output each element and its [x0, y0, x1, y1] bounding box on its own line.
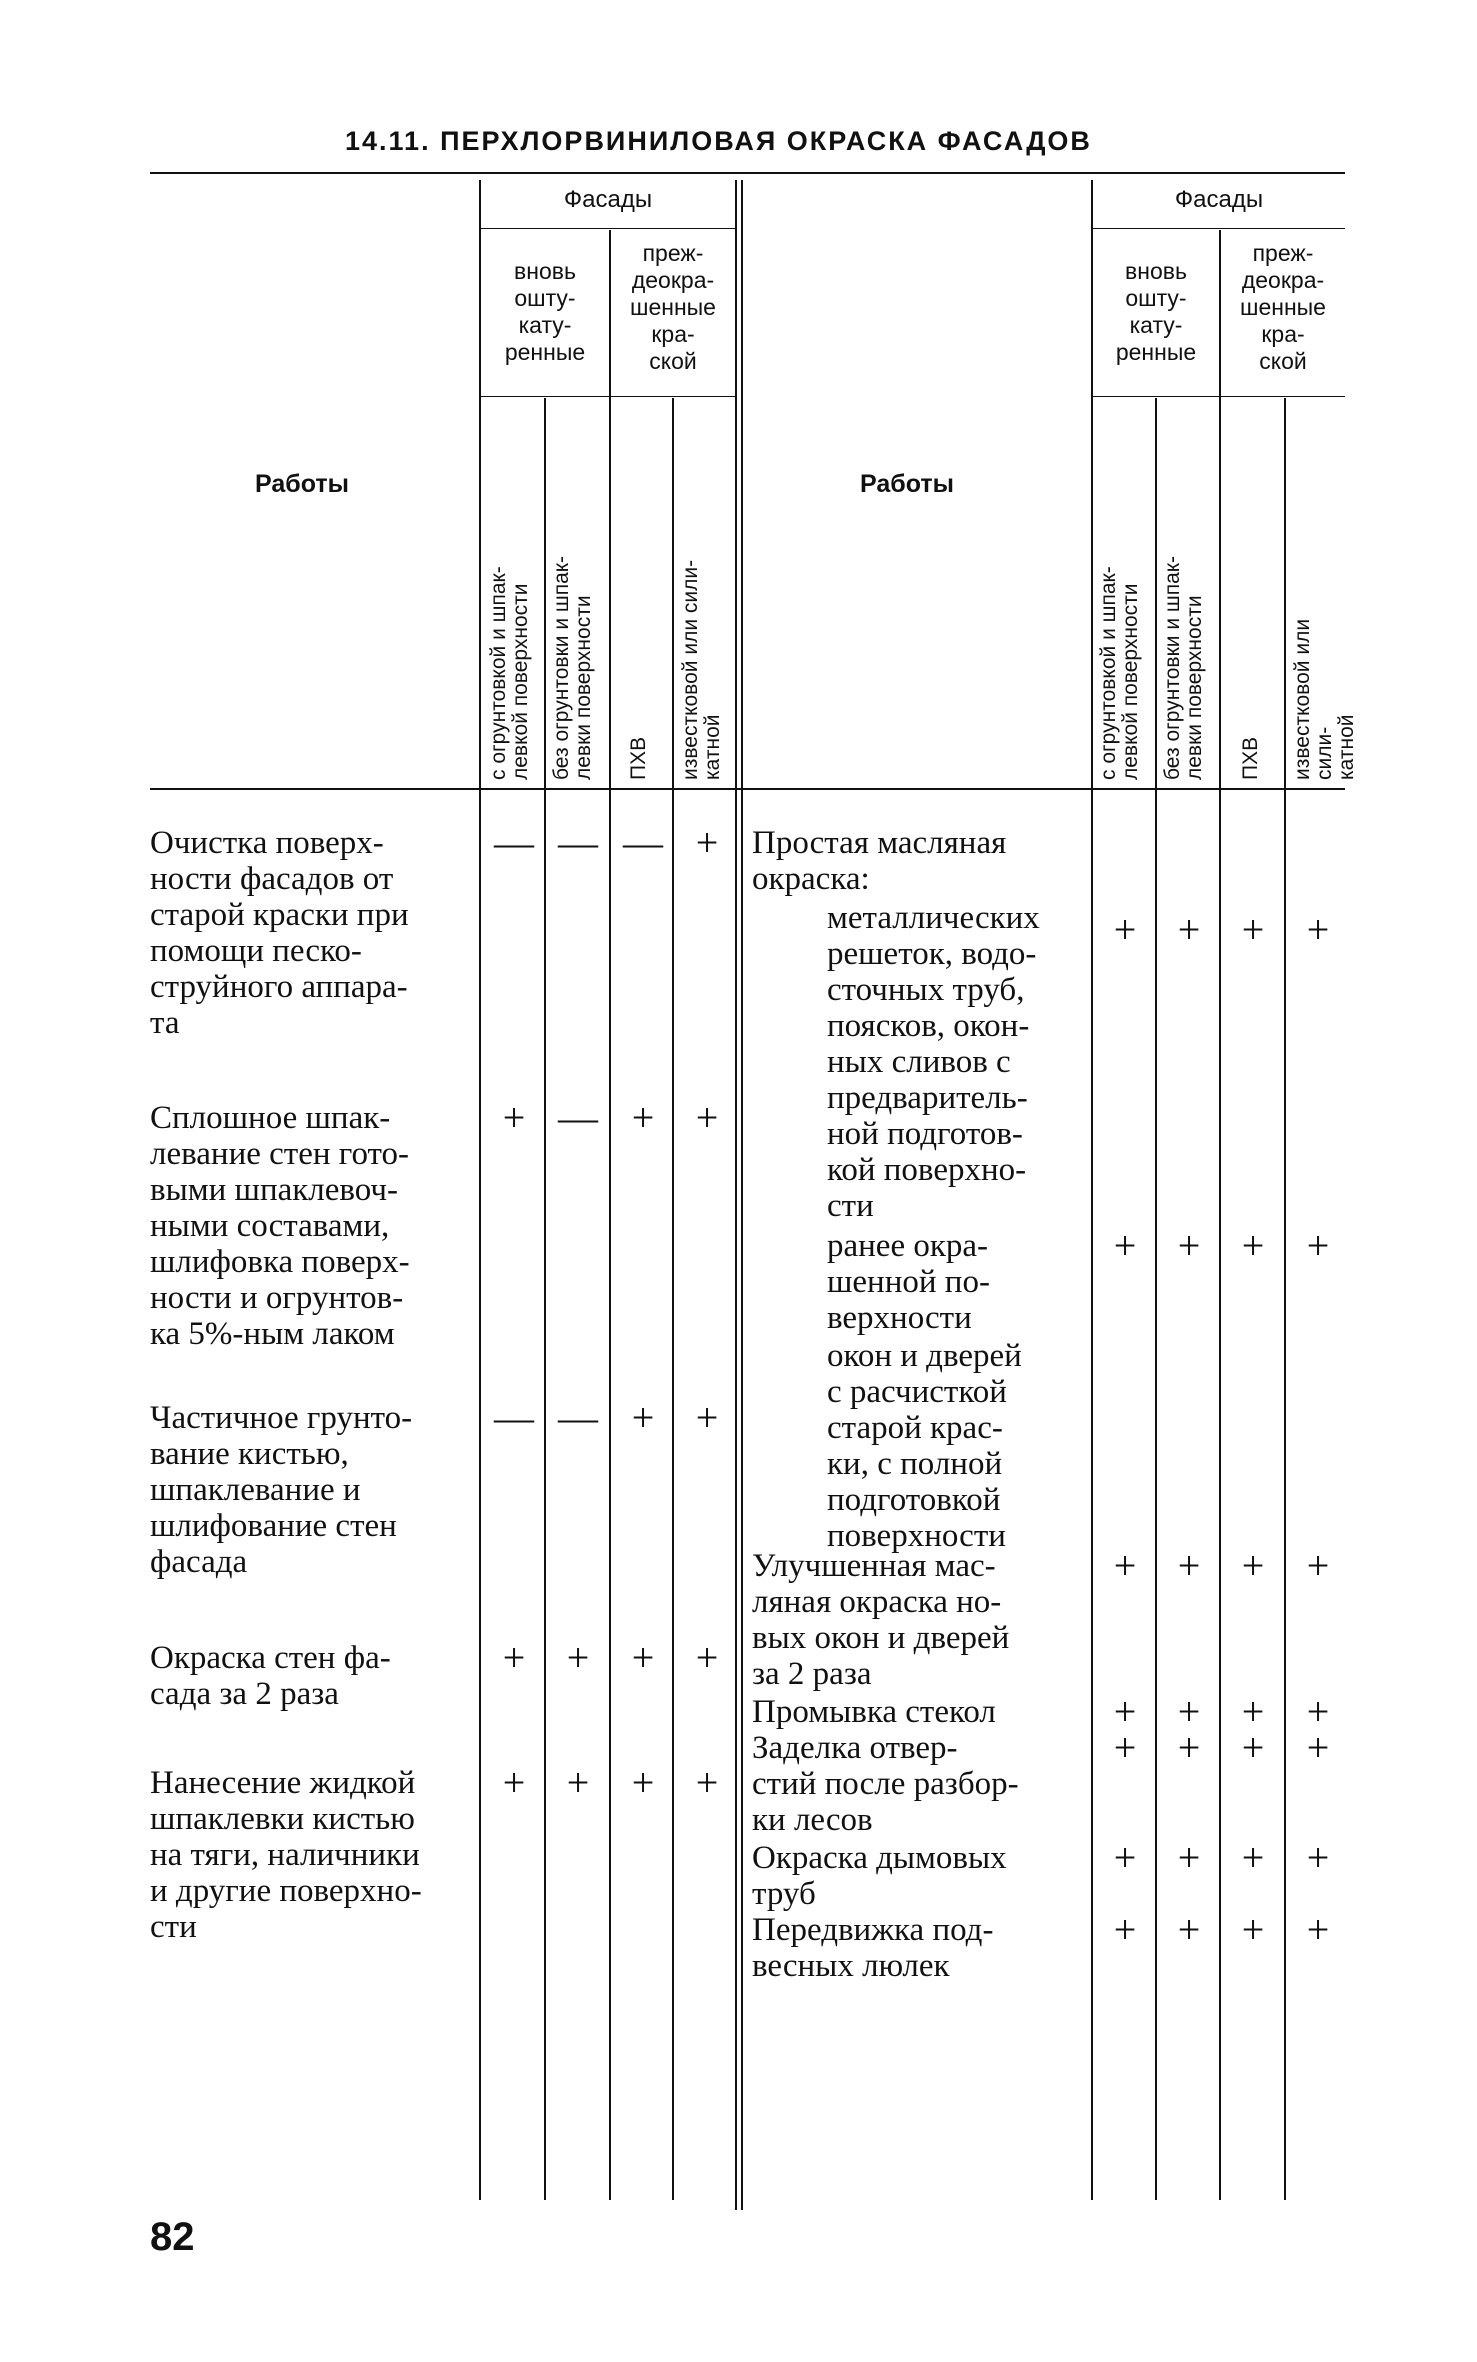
- left-row-3-mark-2: +: [566, 1635, 590, 1680]
- right-row-6-mark-3: +: [1241, 1725, 1265, 1770]
- left-row-0-label: Очистка поверх- ности фасадов от старой краски при помощи песко- струйного аппара- та: [150, 825, 409, 1041]
- right-row-5-mark-3: +: [1241, 1689, 1265, 1734]
- left-row-3-label: Окраска стен фа- сада за 2 раза: [150, 1640, 391, 1712]
- top-rule: [150, 172, 1345, 174]
- facades-header-left: Фасады: [563, 186, 653, 213]
- left-row-0-mark-2: —: [558, 820, 598, 865]
- right-row-5-mark-4: +: [1306, 1689, 1330, 1734]
- right-row-8-mark-2: +: [1177, 1907, 1201, 1952]
- col-header-lime: известковой или сили- катной: [1291, 618, 1358, 780]
- right-row-2-mark-4: +: [1306, 1223, 1330, 1268]
- left-col-rule: [479, 180, 481, 2200]
- right-row-6-mark-2: +: [1177, 1725, 1201, 1770]
- left-row-4-label: Нанесение жидкой шпаклевки кистью на тяги, наличники и другие поверхно- сти: [150, 1765, 422, 1945]
- left-row-2-mark-3: +: [631, 1395, 655, 1440]
- header-rule: [1093, 228, 1345, 229]
- page-title: 14.11. ПЕРХЛОРВИНИЛОВАЯ ОКРАСКА ФАСАДОВ: [345, 126, 1092, 156]
- col-header-lime: известковой или сили- катной: [679, 559, 724, 780]
- right-row-1-mark-1: +: [1113, 907, 1137, 952]
- left-row-2-label: Частичное грунто- вание кистью, шпаклевание и шлифование стен фасада: [150, 1400, 413, 1580]
- header-rule: [481, 396, 735, 397]
- left-row-3-mark-4: +: [695, 1635, 719, 1680]
- right-row-5-mark-2: +: [1177, 1689, 1201, 1734]
- left-row-0-mark-3: —: [623, 820, 663, 865]
- right-row-2-mark-3: +: [1241, 1223, 1265, 1268]
- left-row-1-mark-1: +: [502, 1095, 526, 1140]
- right-row-8-mark-3: +: [1241, 1907, 1265, 1952]
- left-col-rule: [609, 230, 611, 2200]
- left-row-2-mark-4: +: [695, 1395, 719, 1440]
- previously-painted-right: преж- деокра- шенные кра- ской: [1240, 240, 1326, 374]
- right-row-7-label: Окраска дымовых труб: [752, 1840, 1007, 1912]
- right-col-rule: [1091, 180, 1093, 2200]
- left-col-rule: [544, 398, 546, 2200]
- left-row-4-mark-2: +: [566, 1760, 590, 1805]
- right-row-1-mark-3: +: [1241, 907, 1265, 952]
- right-row-2-label: ранее окра- шенной по- верхности: [827, 1228, 990, 1336]
- left-row-1-mark-4: +: [695, 1095, 719, 1140]
- left-row-0-mark-1: —: [494, 820, 534, 865]
- right-col-rule: [1155, 398, 1157, 2200]
- right-row-4-label: Улучшенная мас- ляная окраска но- вых окон и дверей за 2 раза: [752, 1548, 1010, 1692]
- header-rule: [1093, 396, 1345, 397]
- right-row-5-label: Промывка стекол: [752, 1694, 996, 1730]
- right-row-4-mark-4: +: [1306, 1543, 1330, 1588]
- right-row-4-mark-3: +: [1241, 1543, 1265, 1588]
- works-header-right: Работы: [860, 470, 954, 498]
- right-row-1-label: металлических решеток, водо- сточных труб, поясков, окон- ных сливов с предваритель- ной подготов- кой поверхно- сти: [827, 900, 1040, 1224]
- left-row-4-mark-1: +: [502, 1760, 526, 1805]
- header-rule: [481, 228, 735, 229]
- col-header-pvc: ПХВ: [627, 736, 650, 780]
- left-row-2-mark-2: —: [558, 1395, 598, 1440]
- left-row-0-mark-4: +: [695, 820, 719, 865]
- right-row-2-mark-2: +: [1177, 1223, 1201, 1268]
- right-row-7-mark-2: +: [1177, 1835, 1201, 1880]
- left-row-2-mark-1: —: [494, 1395, 534, 1440]
- right-row-1-mark-4: +: [1306, 907, 1330, 952]
- right-row-8-mark-1: +: [1113, 1907, 1137, 1952]
- table-divider: [735, 180, 737, 2210]
- right-row-1-mark-2: +: [1177, 907, 1201, 952]
- right-row-5-mark-1: +: [1113, 1689, 1137, 1734]
- right-row-0-label: Простая масляная окраска:: [752, 825, 1007, 897]
- right-row-7-mark-3: +: [1241, 1835, 1265, 1880]
- col-header-unprimed: без огрунтовки и шпак- левки поверхности: [550, 556, 595, 780]
- right-row-6-label: Заделка отвер- стий после разбор- ки лесов: [752, 1730, 1019, 1838]
- right-row-8-label: Передвижка под- весных люлек: [752, 1912, 994, 1984]
- right-row-8-mark-4: +: [1306, 1907, 1330, 1952]
- right-row-7-mark-4: +: [1306, 1835, 1330, 1880]
- right-row-7-mark-1: +: [1113, 1835, 1137, 1880]
- previously-painted-left: преж- деокра- шенные кра- ской: [630, 240, 716, 374]
- right-row-6-mark-1: +: [1113, 1725, 1137, 1770]
- col-header-unprimed: без огрунтовки и шпак- левки поверхности: [1161, 556, 1206, 780]
- left-row-3-mark-3: +: [631, 1635, 655, 1680]
- left-row-4-mark-4: +: [695, 1760, 719, 1805]
- header-bottom-rule: [150, 788, 1345, 790]
- col-header-primed: с огрунтовкой и шпак- левкой поверхности: [487, 566, 532, 780]
- page-number: 82: [150, 2215, 195, 2259]
- col-header-primed: с огрунтовкой и шпак- левкой поверхности: [1097, 566, 1142, 780]
- col-header-pvc: ПХВ: [1239, 736, 1262, 780]
- newly-plastered-left: вновь ошту- кату- ренные: [504, 258, 586, 365]
- works-header-left: Работы: [255, 470, 349, 498]
- right-row-4-mark-1: +: [1113, 1543, 1137, 1588]
- table-divider: [741, 180, 743, 2210]
- right-row-2-mark-1: +: [1113, 1223, 1137, 1268]
- right-col-rule: [1219, 230, 1221, 2200]
- left-row-4-mark-3: +: [631, 1760, 655, 1805]
- right-col-rule: [1284, 398, 1286, 2200]
- right-row-6-mark-4: +: [1306, 1725, 1330, 1770]
- left-row-3-mark-1: +: [502, 1635, 526, 1680]
- right-row-4-mark-2: +: [1177, 1543, 1201, 1588]
- left-row-1-label: Сплошное шпак- левание стен гото- выми шпаклевоч- ными составами, шлифовка поверх- ности и огрунтов- ка 5%-ным лаком: [150, 1100, 410, 1352]
- right-row-3-label: окон и дверей с расчисткой старой крас- ки, с полной подготовкой поверхности: [827, 1338, 1022, 1554]
- newly-plastered-right: вновь ошту- кату- ренные: [1115, 258, 1197, 365]
- left-col-rule: [672, 398, 674, 2200]
- left-row-1-mark-2: —: [558, 1095, 598, 1140]
- facades-header-right: Фасады: [1174, 186, 1264, 213]
- left-row-1-mark-3: +: [631, 1095, 655, 1140]
